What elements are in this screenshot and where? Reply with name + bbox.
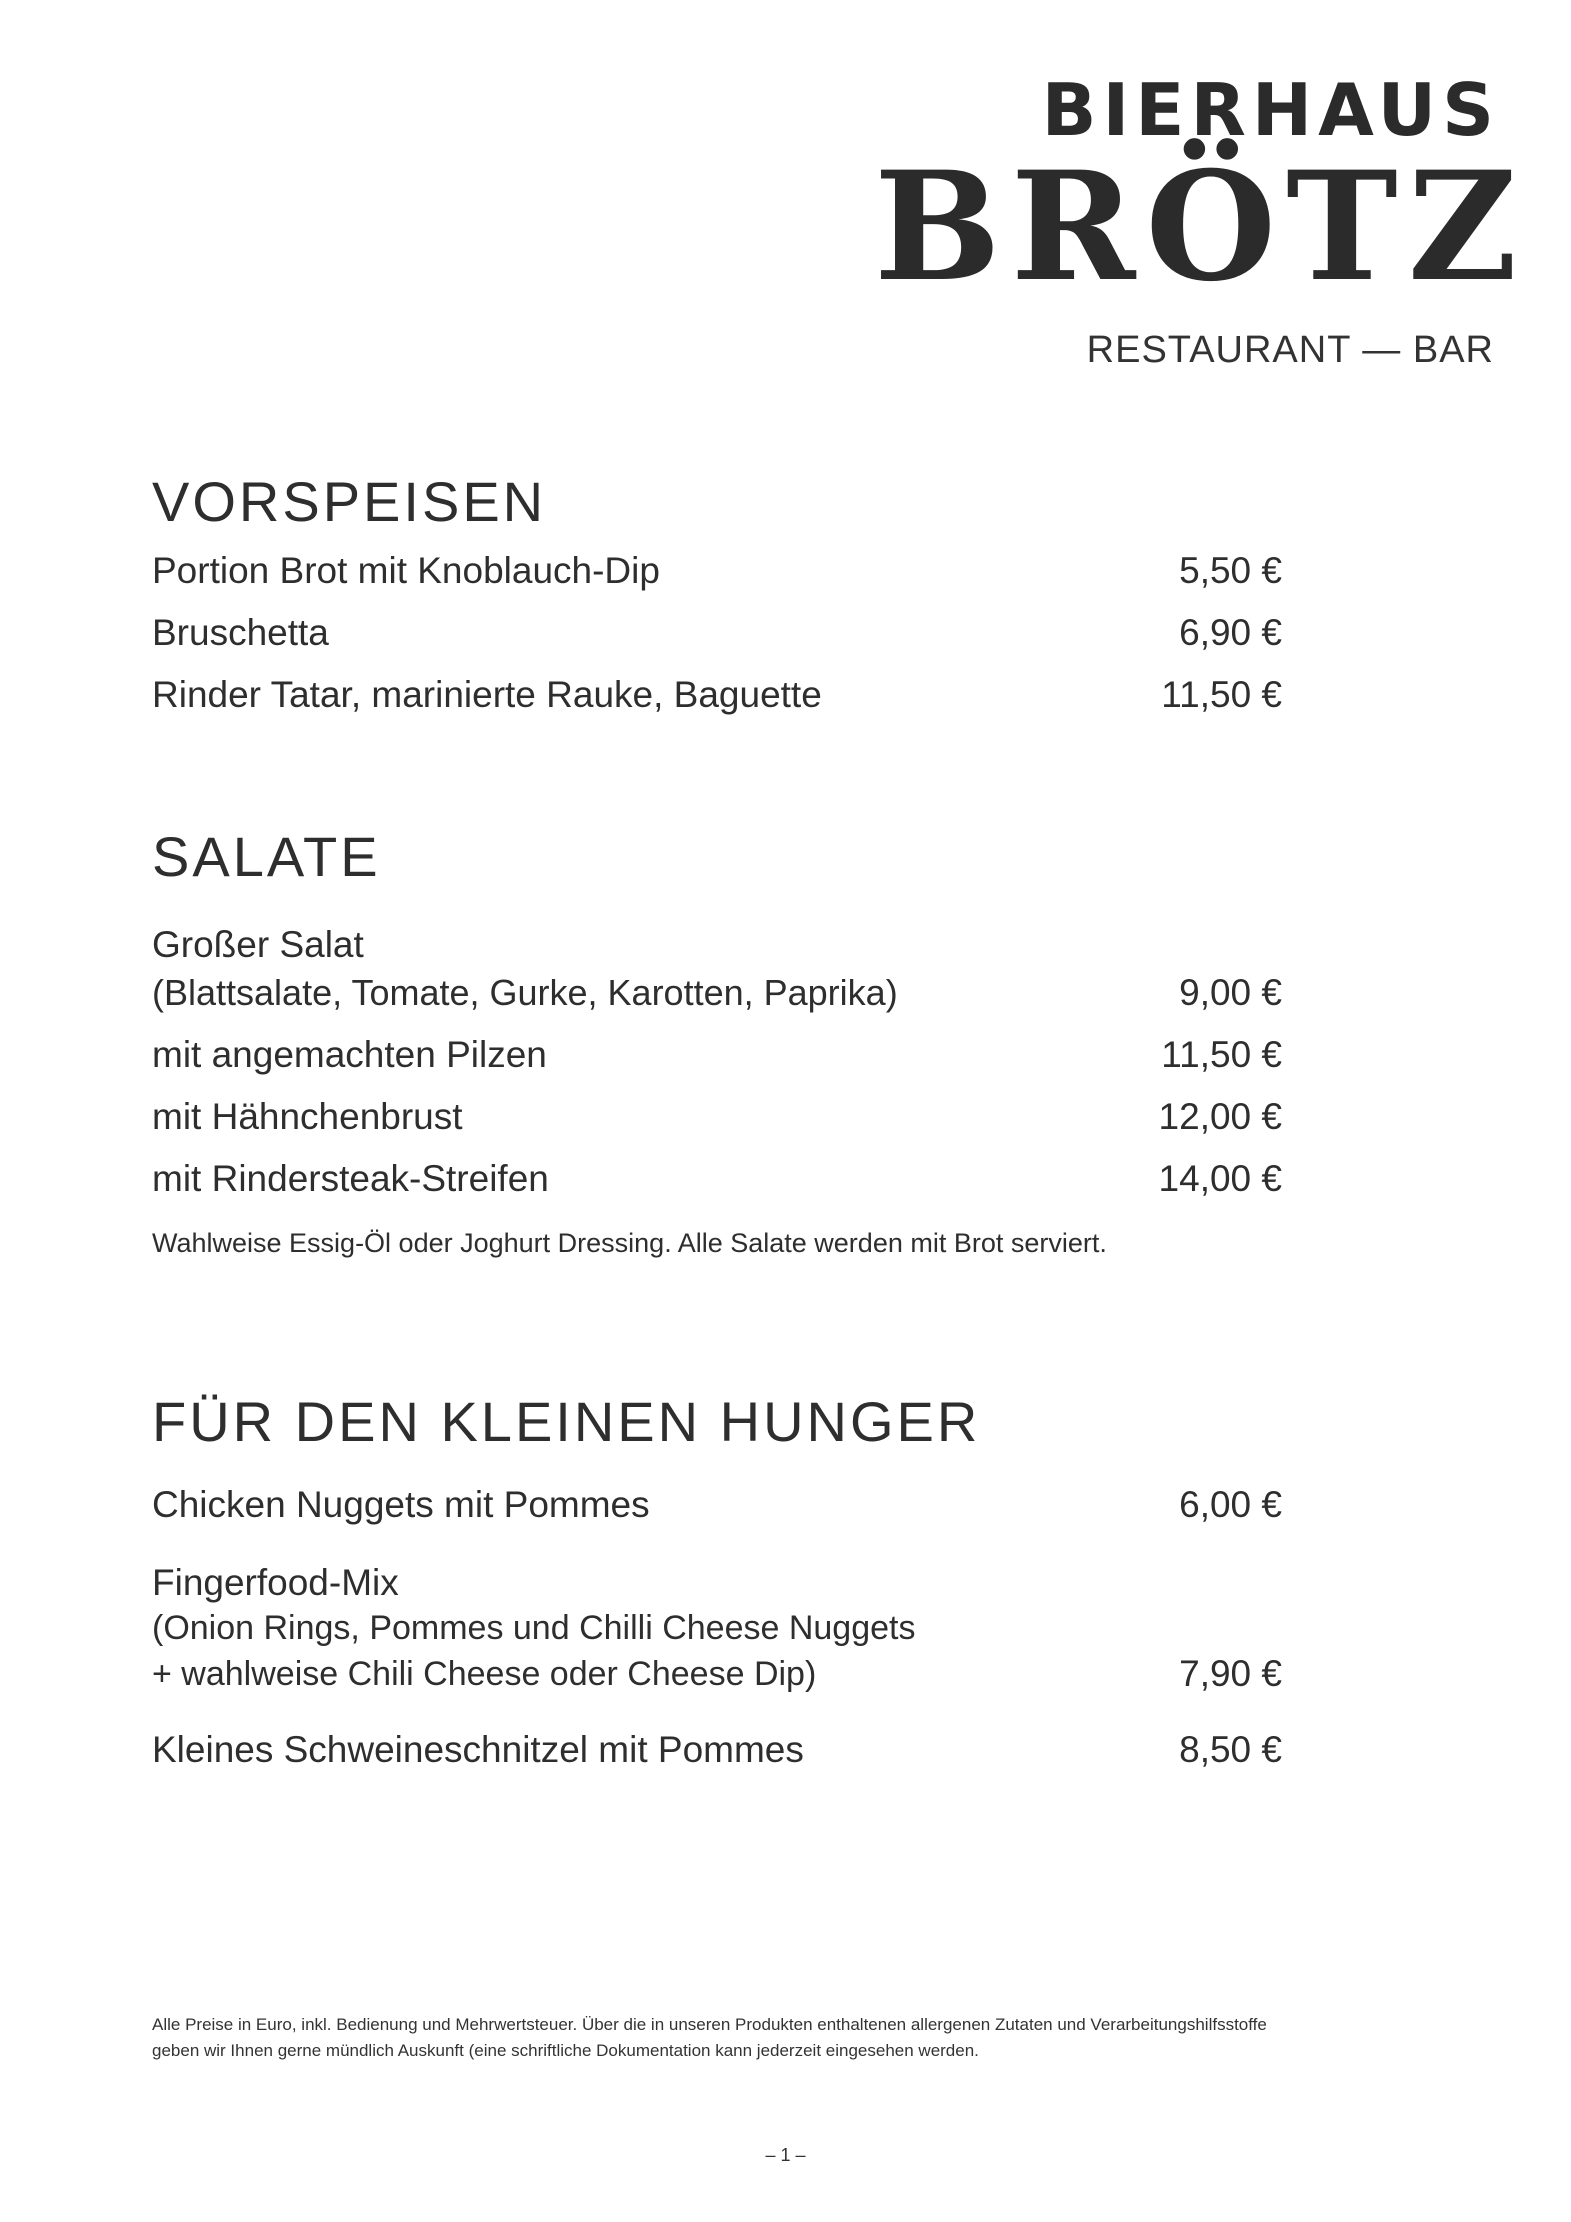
disclaimer-line: geben wir Ihnen gerne mündlich Auskunft (eine schriftliche Dokumentation kann jederzeit eingesehen werden. — [152, 2041, 979, 2060]
menu-item-price: 11,50 € — [1161, 674, 1282, 715]
restaurant-logo — [874, 68, 1528, 372]
menu-item-description: (Onion Rings, Pommes und Chilli Cheese Nuggets — [152, 1609, 916, 1647]
menu-item-name: Kleines Schweineschnitzel mit Pommes — [152, 1729, 804, 1770]
menu-item — [152, 1728, 1282, 1772]
menu-item-name: Chicken Nuggets mit Pommes — [152, 1484, 650, 1525]
menu-item-price: 14,00 € — [1158, 1158, 1282, 1199]
page-number: – 1 – — [765, 2145, 806, 2165]
logo-subtitle: RESTAURANT — BAR — [1086, 329, 1494, 371]
logo-wordmark-main: BRÖTZ — [874, 139, 1528, 315]
menu-item — [152, 1652, 1282, 1696]
menu-item-price: 9,00 € — [1179, 972, 1282, 1013]
menu-item-price: 6,90 € — [1179, 612, 1282, 653]
menu-item-name: Fingerfood-Mix — [152, 1562, 399, 1603]
menu-item — [152, 549, 1282, 593]
menu-item — [152, 1483, 1282, 1527]
logo-wordmark-top: BIERHAUS — [1041, 68, 1500, 152]
menu-item-name: Rinder Tatar, marinierte Rauke, Baguette — [152, 674, 822, 715]
disclaimer-line: Alle Preise in Euro, inkl. Bedienung und Mehrwertsteuer. Über die in unseren Produkten enthaltenen allergenen Zutaten und Verarbeitungshilfsstoffe — [152, 2015, 1267, 2034]
menu-item-price: 12,00 € — [1158, 1096, 1282, 1137]
menu-item-description: + wahlweise Chili Cheese oder Cheese Dip) — [152, 1655, 817, 1693]
section-title-kleiner-hunger: FÜR DEN KLEINEN HUNGER — [152, 1390, 981, 1453]
price-allergen-disclaimer — [152, 2012, 1452, 2064]
menu-item-name: mit Rindersteak-Streifen — [152, 1158, 549, 1199]
menu-item-description: (Blattsalate, Tomate, Gurke, Karotten, Paprika) — [152, 972, 898, 1013]
menu-item — [152, 611, 1282, 655]
menu-item — [152, 1157, 1282, 1201]
menu-item-name: Portion Brot mit Knoblauch-Dip — [152, 550, 660, 591]
menu-item-name-row — [152, 923, 1282, 967]
menu-item-name: mit Hähnchenbrust — [152, 1096, 463, 1137]
menu-item-price: 7,90 € — [1179, 1653, 1282, 1694]
menu-item — [152, 1095, 1282, 1139]
section-title-vorspeisen: VORSPEISEN — [152, 470, 547, 533]
menu-item-price: 5,50 € — [1179, 550, 1282, 591]
menu-item-price: 8,50 € — [1179, 1729, 1282, 1770]
salad-dressing-note: Wahlweise Essig-Öl oder Joghurt Dressing. Alle Salate werden mit Brot serviert. — [152, 1228, 1107, 1258]
section-title-salate: SALATE — [152, 825, 381, 888]
menu-item-price: 11,50 € — [1161, 1034, 1282, 1075]
menu-item-name: Bruschetta — [152, 612, 329, 653]
menu-item — [152, 971, 1282, 1015]
menu-item — [152, 673, 1282, 717]
menu-item — [152, 1033, 1282, 1077]
menu-item-price: 6,00 € — [1179, 1484, 1282, 1525]
menu-item-name: Großer Salat — [152, 924, 364, 965]
menu-item-name: mit angemachten Pilzen — [152, 1034, 547, 1075]
menu-item-name-row — [152, 1561, 1282, 1605]
